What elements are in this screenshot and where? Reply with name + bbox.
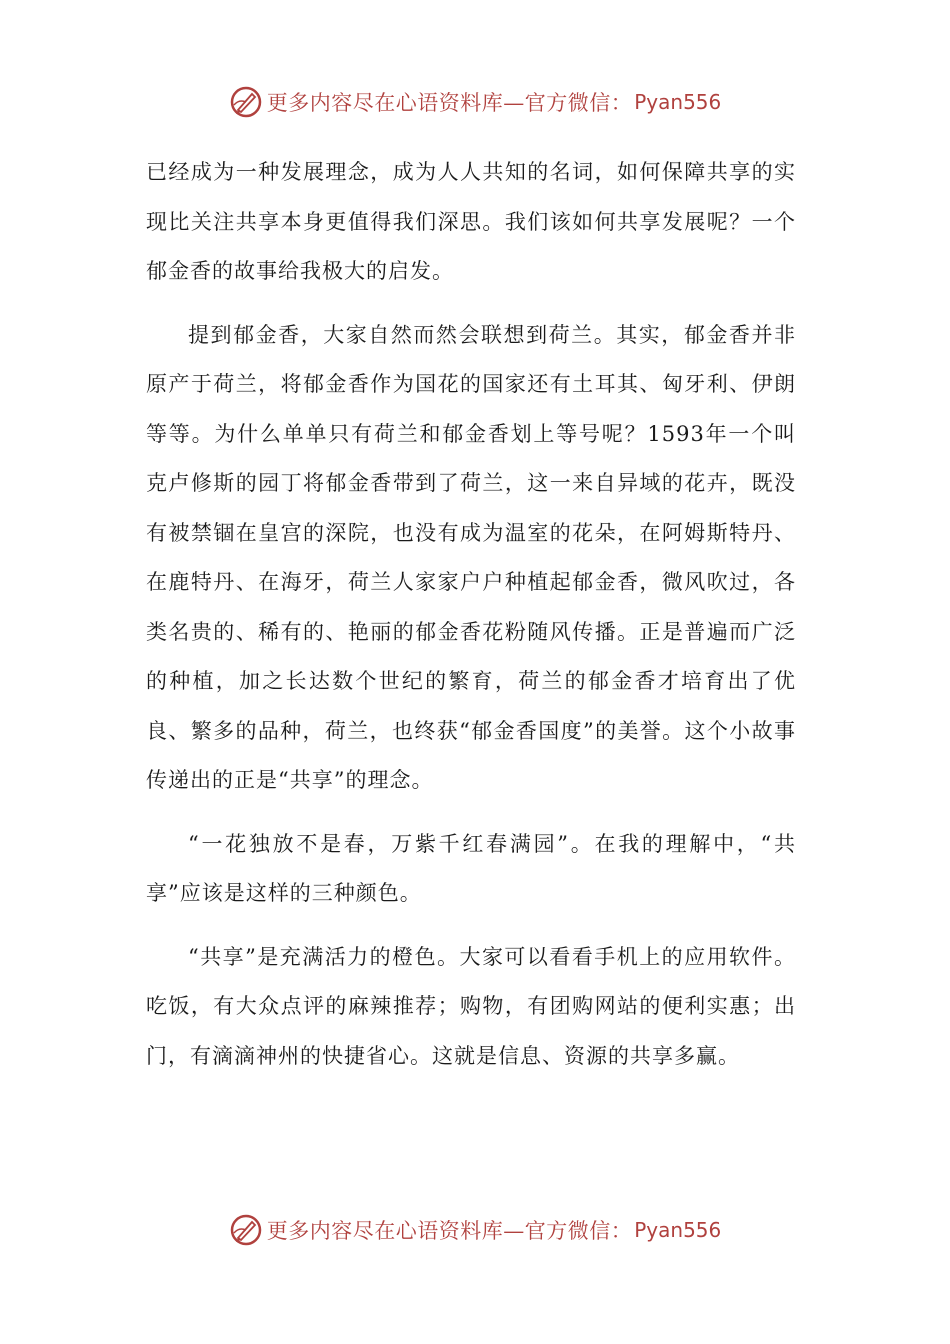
banner-wechat-id: Pyan556 (634, 1218, 722, 1242)
banner-text: 更多内容尽在心语资料库—官方微信： (266, 91, 633, 115)
paragraph: “共享”是充满活力的橙色。大家可以看看手机上的应用软件。吃饭，有大众点评的麻辣推荐；购物，有团购网站的便利实惠；出门，有滴滴神州的快捷省心。这就是信息、资源的共享多赢。 (146, 944, 796, 1068)
paragraph: 已经成为一种发展理念，成为人人共知的名词，如何保障共享的实现比关注共享本身更值得我们深思。我们该如何共享发展呢？一个郁金香的故事给我极大的启发。 (146, 160, 796, 283)
footer-banner (0, 1210, 950, 1250)
header-banner (0, 82, 950, 122)
banner-text: 更多内容尽在心语资料库—官方微信： (266, 1219, 633, 1243)
document-body (146, 148, 796, 1081)
pen-logo-icon (229, 85, 263, 119)
pen-logo-icon (229, 1213, 263, 1247)
paragraph: 提到郁金香，大家自然而然会联想到荷兰。其实，郁金香并非原产于荷兰，将郁金香作为国花的国家还有土耳其、匈牙利、伊朗等等。为什么单单只有荷兰和郁金香划上等号呢？1593年一个叫克卢修斯的园丁将郁金香带到了荷兰，这一来自异域的花卉，既没有被禁锢在皇宫的深院，也没有成为温室的花朵，在阿姆斯特丹、在鹿特丹、在海牙，荷兰人家家户户种植起郁金香，微风吹过，各类名贵的、稀有的、艳丽的郁金香花粉随风传播。正是普遍而广泛的种植，加之长达数个世纪的繁育，荷兰的郁金香才培育出了优良、繁多的品种，荷兰，也终获“郁金香国度”的美誉。这个小故事传递出的正是“共享”的理念。 (146, 322, 796, 792)
paragraph: “一花独放不是春，万紫千红春满园”。在我的理解中，“共享”应该是这样的三种颜色。 (146, 831, 796, 905)
banner-wechat-id: Pyan556 (634, 90, 722, 114)
